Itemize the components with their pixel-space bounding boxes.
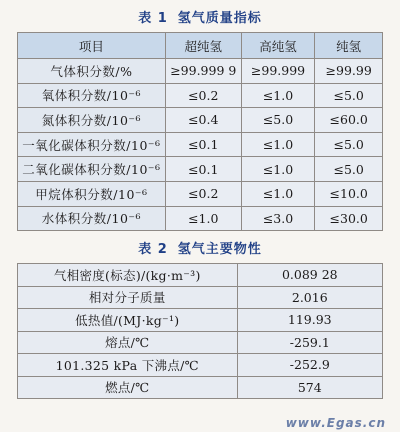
table-row <box>18 354 383 377</box>
cell-value: ≤0.1 <box>165 132 241 157</box>
row-label: 低热值/(MJ·kg⁻¹) <box>18 309 238 332</box>
table1-header-row <box>18 33 383 59</box>
table2-caption <box>0 238 400 257</box>
table-row <box>18 157 383 182</box>
row-label: 气体积分数/% <box>18 59 166 84</box>
cell-value: ≥99.999 <box>241 59 315 84</box>
cell-value: ≤1.0 <box>241 132 315 157</box>
cell-value: ≤1.0 <box>165 206 241 231</box>
cell-value: ≤3.0 <box>241 206 315 231</box>
row-label: 氮体积分数/10⁻⁶ <box>18 108 166 133</box>
table1-title: 氢气质量指标 <box>177 11 262 26</box>
cell-value: 574 <box>237 376 382 399</box>
row-label: 一氧化碳体积分数/10⁻⁶ <box>18 132 166 157</box>
table-row <box>18 132 383 157</box>
cell-value: ≤0.2 <box>165 181 241 206</box>
cell-value: ≤1.0 <box>241 181 315 206</box>
cell-value: -252.9 <box>237 354 382 377</box>
table-row <box>18 108 383 133</box>
cell-value: -259.1 <box>237 331 382 354</box>
cell-value: ≤1.0 <box>241 157 315 182</box>
table-row <box>18 264 383 287</box>
cell-value: ≤0.4 <box>165 108 241 133</box>
table-row <box>18 376 383 399</box>
table1-number: 表 1 <box>138 11 168 26</box>
table-row <box>18 331 383 354</box>
table-row <box>18 181 383 206</box>
table-row <box>18 206 383 231</box>
cell-value: ≤5.0 <box>315 157 383 182</box>
table1-caption <box>0 7 400 26</box>
cell-value: ≥99.999 9 <box>165 59 241 84</box>
cell-value: ≤10.0 <box>315 181 383 206</box>
cell-value: 119.93 <box>237 309 382 332</box>
cell-value: ≤5.0 <box>241 108 315 133</box>
hydrogen-properties-table <box>17 263 383 399</box>
table-row <box>18 286 383 309</box>
cell-value: ≤60.0 <box>315 108 383 133</box>
cell-value: ≤5.0 <box>315 83 383 108</box>
table-row <box>18 309 383 332</box>
hydrogen-quality-table <box>17 32 383 231</box>
table2-number: 表 2 <box>138 242 168 257</box>
row-label: 水体积分数/10⁻⁶ <box>18 206 166 231</box>
row-label: 二氧化碳体积分数/10⁻⁶ <box>18 157 166 182</box>
cell-value: ≤1.0 <box>241 83 315 108</box>
cell-value: ≤30.0 <box>315 206 383 231</box>
table1-header-ultra-pure: 超纯氢 <box>165 33 241 59</box>
cell-value: ≤5.0 <box>315 132 383 157</box>
row-label: 氧体积分数/10⁻⁶ <box>18 83 166 108</box>
cell-value: 0.089 28 <box>237 264 382 287</box>
cell-value: ≤0.2 <box>165 83 241 108</box>
table-row <box>18 83 383 108</box>
cell-value: ≤0.1 <box>165 157 241 182</box>
row-label: 甲烷体积分数/10⁻⁶ <box>18 181 166 206</box>
row-label: 气相密度(标态)/(kg·m⁻³) <box>18 264 238 287</box>
row-label: 101.325 kPa 下沸点/℃ <box>18 354 238 377</box>
watermark: www.Egas.cn <box>285 416 386 430</box>
table1-header-item: 项目 <box>18 33 166 59</box>
row-label: 相对分子质量 <box>18 286 238 309</box>
row-label: 熔点/℃ <box>18 331 238 354</box>
table-row <box>18 59 383 84</box>
row-label: 燃点/℃ <box>18 376 238 399</box>
cell-value: 2.016 <box>237 286 382 309</box>
table1-header-pure: 纯氢 <box>315 33 383 59</box>
cell-value: ≥99.99 <box>315 59 383 84</box>
table2-title: 氢气主要物性 <box>177 242 262 257</box>
table1-header-high-purity: 高纯氢 <box>241 33 315 59</box>
